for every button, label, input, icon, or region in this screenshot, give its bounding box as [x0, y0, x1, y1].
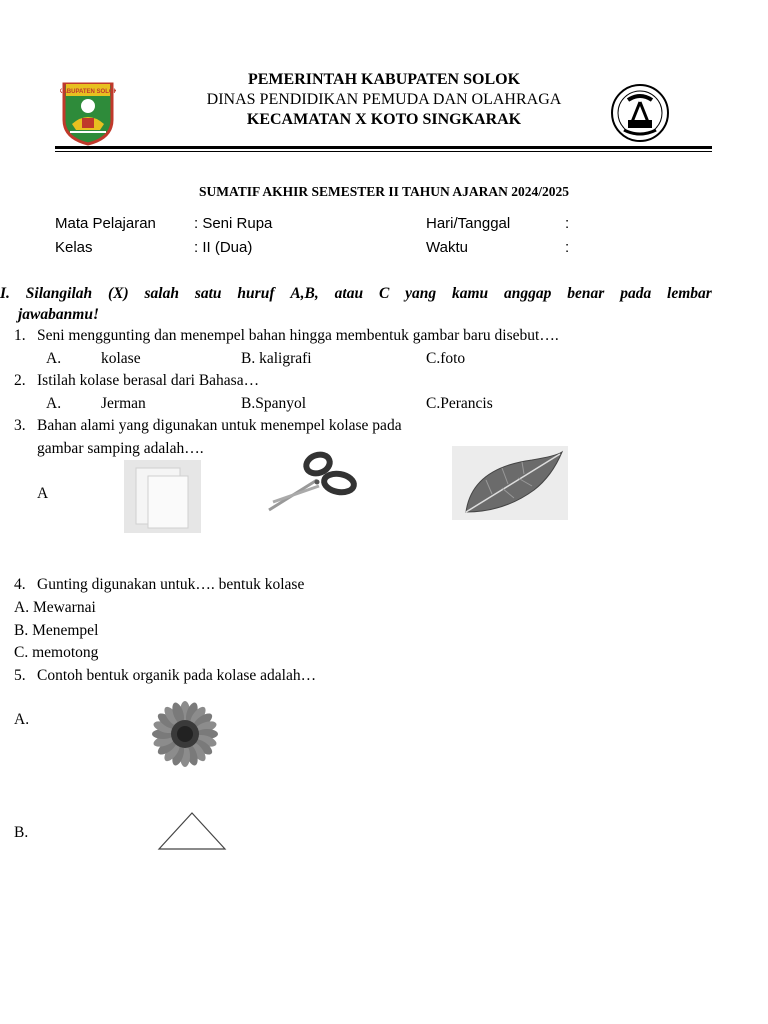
scissors-image [265, 450, 360, 520]
instruction-word: pada [620, 285, 652, 302]
q2-text: Istilah kolase berasal dari Bahasa… [37, 372, 260, 389]
date-label: Hari/Tanggal [426, 215, 511, 232]
q5-option-a-letter: A. [14, 711, 30, 728]
exam-title: SUMATIF AKHIR SEMESTER II TAHUN AJARAN 2024/2025 [198, 184, 570, 199]
instruction-line-2: jawabanmu! [18, 306, 99, 323]
q1-text: Seni menggunting dan menempel bahan hingga membentuk gambar baru disebut…. [37, 327, 559, 344]
instruction-word: satu [194, 285, 222, 302]
instruction-word: kamu [452, 285, 489, 302]
instruction-word: lembar [667, 285, 712, 302]
instruction-word: anggap [504, 285, 552, 302]
subject-label: Mata Pelajaran [55, 215, 156, 232]
instruction-word: yang [405, 285, 437, 302]
header-line-3: KECAMATAN X KOTO SINGKARAK [246, 111, 522, 128]
class-label: Kelas [55, 239, 93, 256]
instruction-word: salah [144, 285, 179, 302]
sunflower-image [139, 701, 232, 767]
q2-number: 2. [14, 372, 26, 389]
header-divider-thin [55, 151, 712, 152]
q4-option-a: A. Mewarnai [14, 599, 96, 616]
triangle-image [157, 812, 227, 852]
q4-number: 4. [14, 576, 26, 593]
q3-text-line-2: gambar samping adalah…. [37, 440, 204, 457]
q5-number: 5. [14, 667, 26, 684]
instruction-word: atau [334, 285, 364, 302]
q2-option-a-letter: A. [46, 395, 62, 412]
paper-sheets-image [124, 460, 201, 533]
q3-text-line-1: Bahan alami yang digunakan untuk menempel kolase pada [37, 417, 402, 434]
q2-option-b: B.Spanyol [241, 395, 307, 412]
header-divider-thick [55, 146, 712, 149]
q2-option-a: Jerman [101, 395, 146, 412]
q1-option-b: B. kaligrafi [241, 350, 312, 367]
q5-option-b-letter: B. [14, 824, 29, 841]
instruction-word: Silangilah [25, 285, 93, 302]
instruction-word: C [378, 285, 390, 302]
instruction-number: I. [0, 285, 10, 302]
q1-option-a-letter: A. [46, 350, 62, 367]
q1-option-a: kolase [101, 350, 141, 367]
class-value: : II (Dua) [194, 239, 253, 256]
header-line-1: PEMERINTAH KABUPATEN SOLOK [247, 71, 521, 88]
header-line-2: DINAS PENDIDIKAN PEMUDA DAN OLAHRAGA [206, 91, 562, 108]
q4-option-b: B. Menempel [14, 622, 99, 639]
instruction-word: (X) [107, 285, 129, 302]
q3-option-a-letter: A [37, 485, 49, 502]
q1-number: 1. [14, 327, 26, 344]
time-value: : [565, 239, 570, 256]
instruction-word: A,B, [290, 285, 319, 302]
instruction [0, 283, 712, 325]
q4-text: Gunting digunakan untuk…. bentuk kolase [37, 576, 305, 593]
instruction-word: benar [567, 285, 605, 302]
instruction-word: huruf [237, 285, 275, 302]
q1-option-c: C.foto [426, 350, 466, 367]
q4-option-c: C. memotong [14, 644, 99, 661]
time-label: Waktu [426, 239, 468, 256]
dry-leaf-image [452, 446, 568, 520]
q5-text: Contoh bentuk organik pada kolase adalah… [37, 667, 317, 684]
q3-number: 3. [14, 417, 26, 434]
date-value: : [565, 215, 570, 232]
q2-option-c: C.Perancis [426, 395, 493, 412]
svg-text:KABUPATEN SOLOK: KABUPATEN SOLOK [60, 89, 116, 95]
subject-value: : Seni Rupa [194, 215, 273, 232]
